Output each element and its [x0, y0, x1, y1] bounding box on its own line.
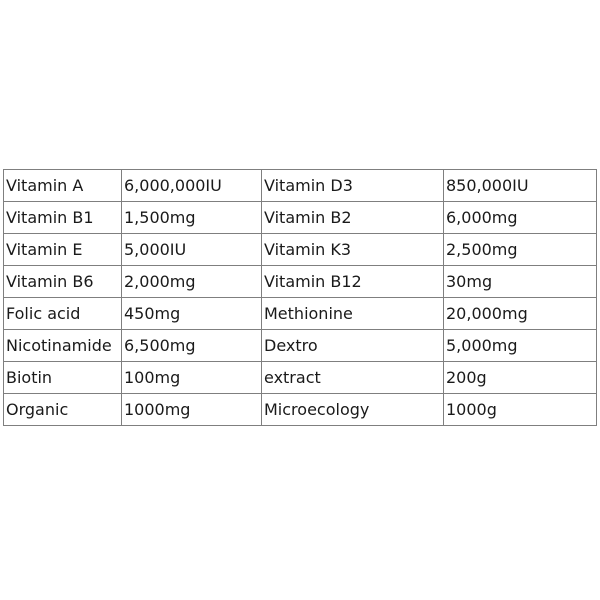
nutrient-table [3, 169, 597, 426]
ingredient-amount-cell: 1000g [444, 394, 597, 426]
ingredient-amount-cell: 6,500mg [122, 330, 262, 362]
ingredient-name-cell: Folic acid [4, 298, 122, 330]
ingredient-name-cell: Vitamin K3 [262, 234, 444, 266]
ingredient-name-cell: Vitamin A [4, 170, 122, 202]
nutrient-table-container [3, 169, 596, 426]
table-row [4, 234, 597, 266]
ingredient-name-cell: Vitamin B2 [262, 202, 444, 234]
ingredient-name-cell: Vitamin B6 [4, 266, 122, 298]
ingredient-amount-cell: 450mg [122, 298, 262, 330]
ingredient-name-cell: Vitamin E [4, 234, 122, 266]
ingredient-amount-cell: 1000mg [122, 394, 262, 426]
ingredient-amount-cell: 200g [444, 362, 597, 394]
ingredient-amount-cell: 850,000IU [444, 170, 597, 202]
ingredient-amount-cell: 100mg [122, 362, 262, 394]
ingredient-amount-cell: 2,000mg [122, 266, 262, 298]
ingredient-name-cell: Methionine [262, 298, 444, 330]
table-row [4, 362, 597, 394]
ingredient-amount-cell: 20,000mg [444, 298, 597, 330]
table-row [4, 266, 597, 298]
ingredient-name-cell: Nicotinamide [4, 330, 122, 362]
ingredient-name-cell: extract [262, 362, 444, 394]
table-row [4, 202, 597, 234]
ingredient-amount-cell: 1,500mg [122, 202, 262, 234]
table-row [4, 330, 597, 362]
ingredient-amount-cell: 5,000IU [122, 234, 262, 266]
ingredient-name-cell: Microecology [262, 394, 444, 426]
table-row [4, 298, 597, 330]
ingredient-amount-cell: 6,000mg [444, 202, 597, 234]
ingredient-amount-cell: 5,000mg [444, 330, 597, 362]
table-row [4, 170, 597, 202]
ingredient-name-cell: Dextro [262, 330, 444, 362]
ingredient-name-cell: Vitamin B12 [262, 266, 444, 298]
ingredient-name-cell: Biotin [4, 362, 122, 394]
ingredient-name-cell: Vitamin D3 [262, 170, 444, 202]
ingredient-amount-cell: 6,000,000IU [122, 170, 262, 202]
ingredient-amount-cell: 2,500mg [444, 234, 597, 266]
table-row [4, 394, 597, 426]
ingredient-amount-cell: 30mg [444, 266, 597, 298]
ingredient-name-cell: Vitamin B1 [4, 202, 122, 234]
ingredient-name-cell: Organic [4, 394, 122, 426]
